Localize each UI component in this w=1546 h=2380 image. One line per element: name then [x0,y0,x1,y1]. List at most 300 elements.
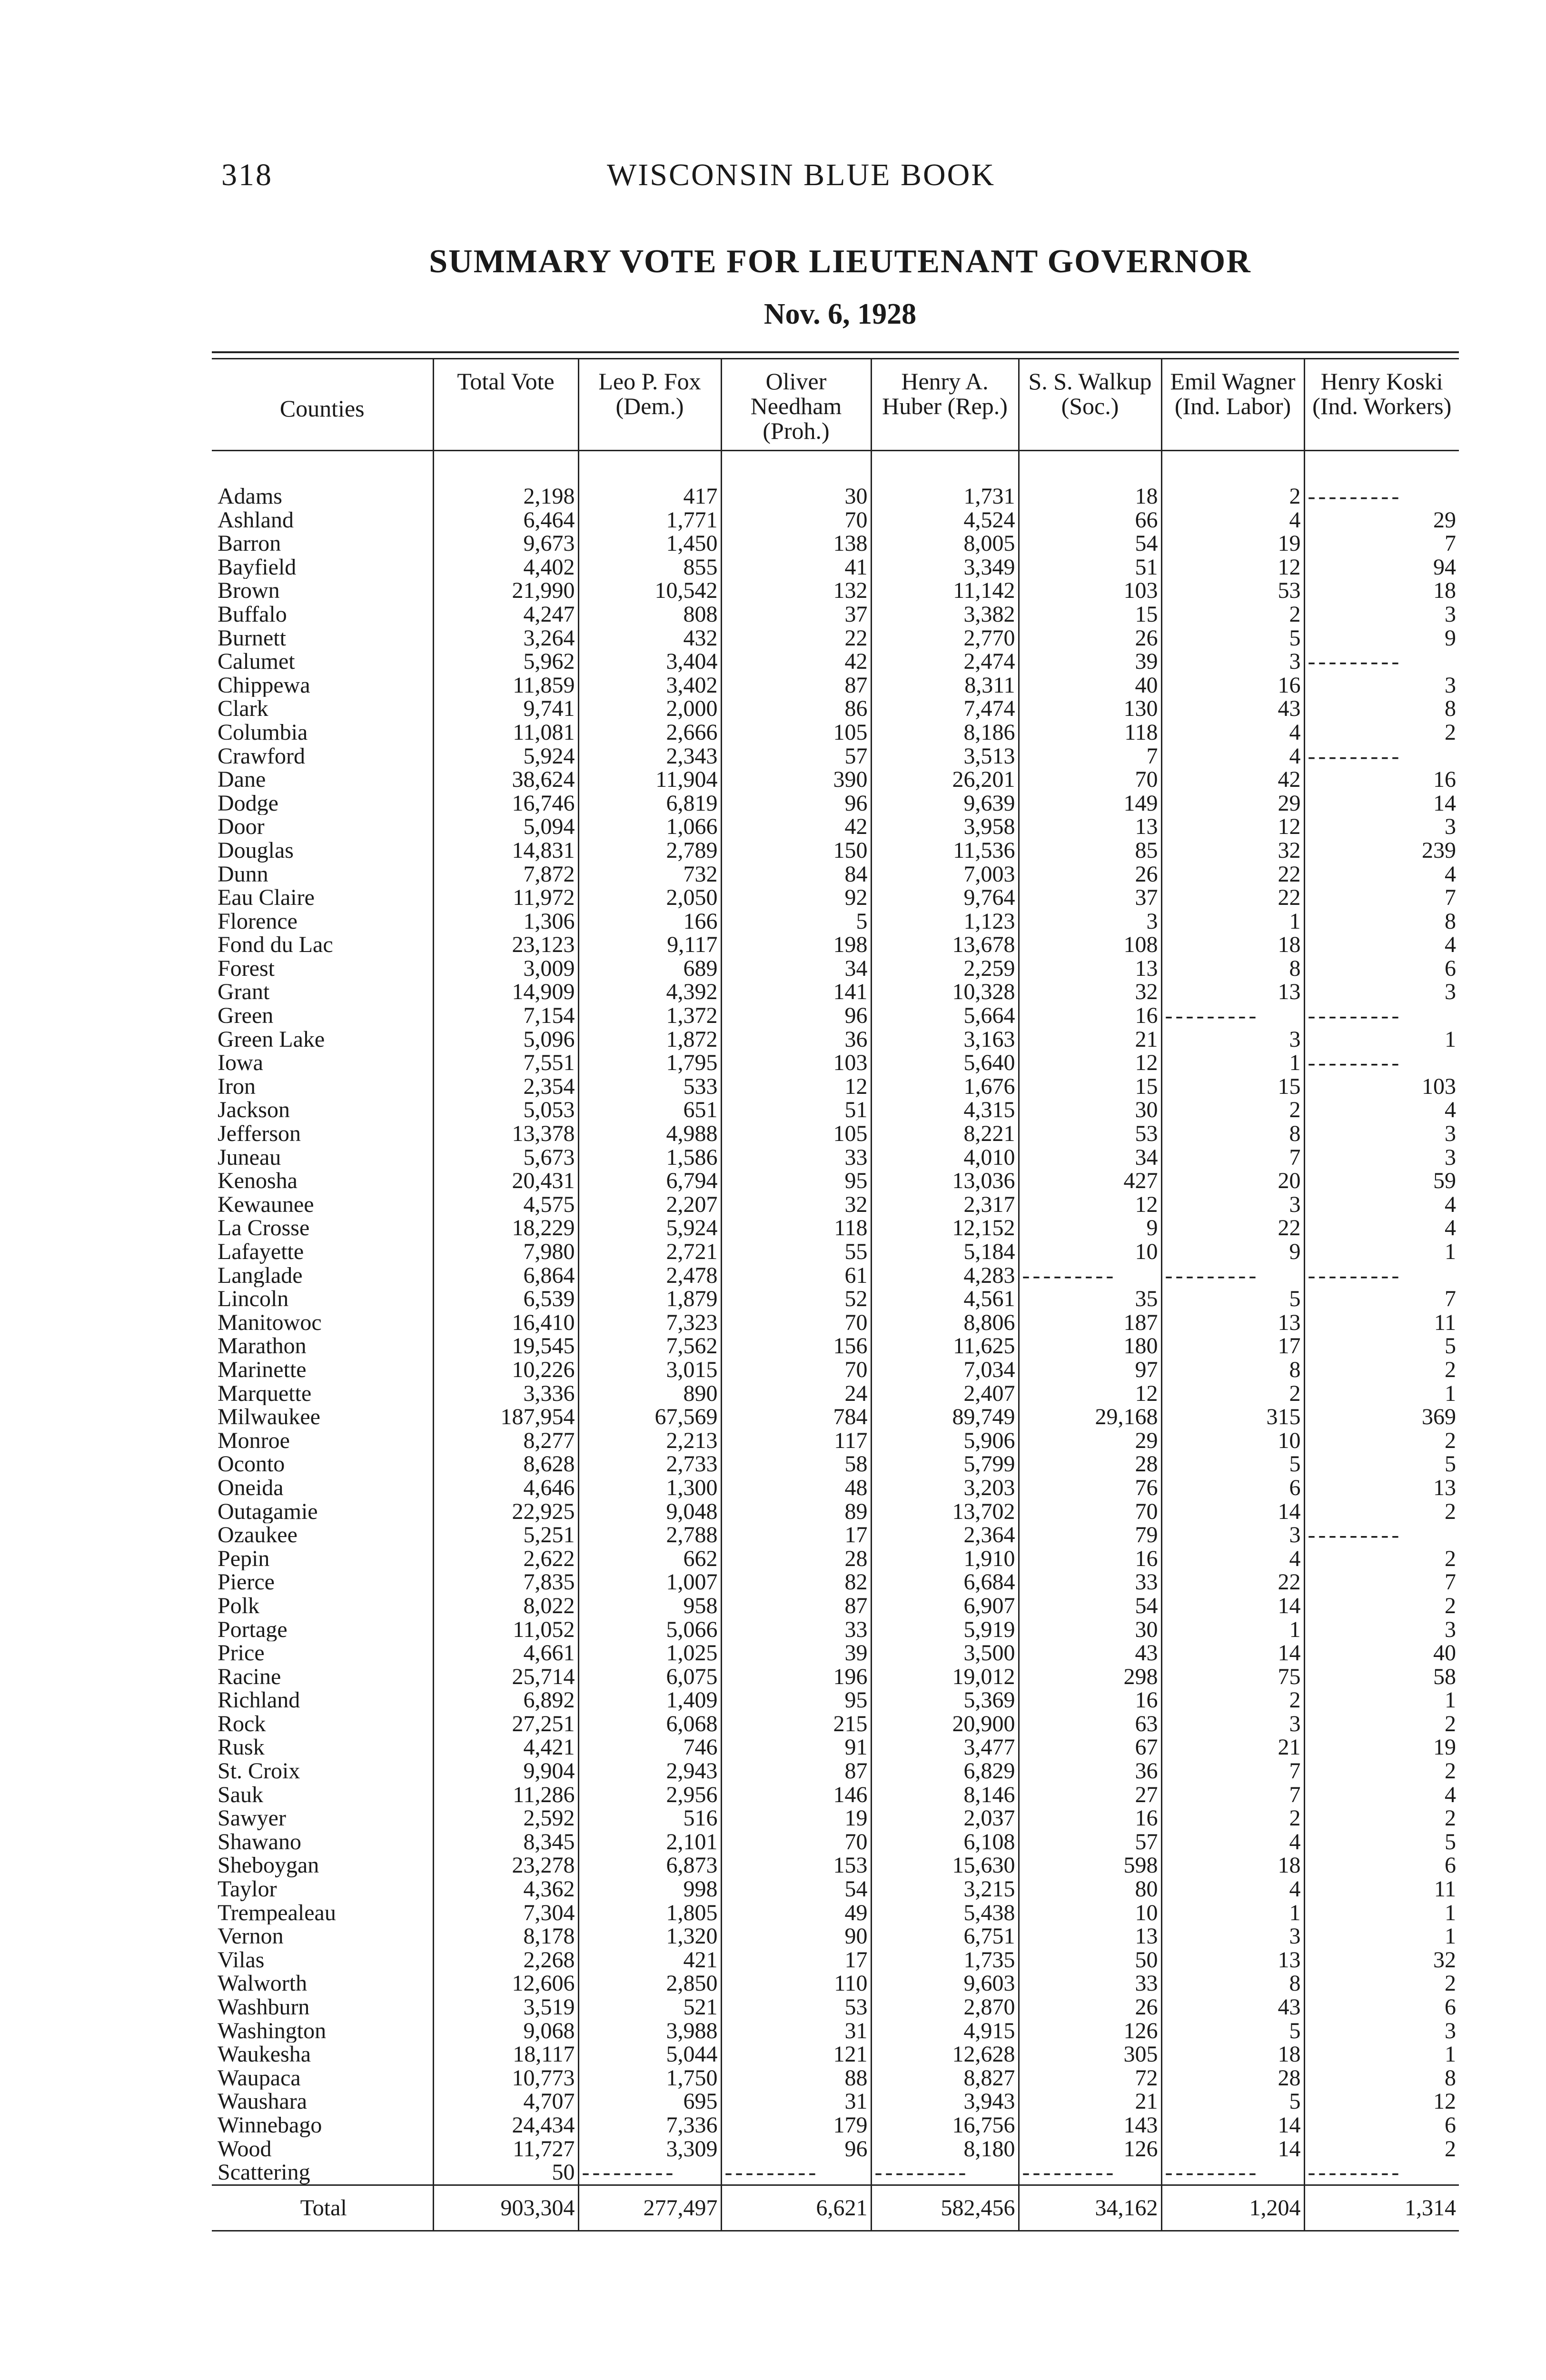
cell-walkup: 33 [1019,1972,1161,1995]
table-row [212,1830,1459,1854]
cell-total-vote: 38,624 [433,768,578,792]
cell-needham: 51 [721,1098,871,1122]
table-row [212,792,1459,815]
cell-total-vote: 12,606 [433,1972,578,1995]
cell-walkup: 30 [1019,1618,1161,1642]
cell-county: Green Lake [218,1027,325,1051]
cell-needham: 118 [721,1216,871,1240]
total-huber: 582,456 [871,2185,1019,2230]
column-header-total-vote: Total Vote [433,359,578,451]
cell-county: Door [218,815,265,839]
cell-walkup: 35 [1019,1287,1161,1311]
cell-county: Sawyer [218,1806,286,1830]
cell-county: Crawford [218,744,305,768]
cell-needham: 138 [721,532,871,555]
cell-fox: 2,789 [578,839,721,863]
cell-total-vote: 187,954 [433,1405,578,1429]
cell-county: St. Croix [218,1759,300,1783]
cell-fox: 651 [578,1098,721,1122]
table-row [212,1972,1459,1995]
cell-fox: 2,956 [578,1783,721,1807]
cell-county: Pierce [218,1570,275,1594]
cell-total-vote: 6,892 [433,1688,578,1712]
cell-wagner: 13 [1161,1311,1304,1335]
cell-koski: 3 [1304,815,1459,839]
cell-county: Monroe [218,1428,290,1453]
table-row [212,1570,1459,1594]
table-row [212,1476,1459,1500]
total-total-vote: 903,304 [433,2185,578,2230]
cell-county: Price [218,1641,265,1665]
cell-walkup: 97 [1019,1358,1161,1382]
cell-needham: 39 [721,1641,871,1665]
cell-koski: 4 [1304,1098,1459,1122]
cell-needham: 57 [721,744,871,768]
cell-huber: 11,536 [871,839,1019,863]
header-row [212,359,1459,451]
cell-wagner: 22 [1161,863,1304,886]
cell-needham: 70 [721,1311,871,1335]
page-number: 318 [221,158,273,192]
cell-county: Chippewa [218,673,310,697]
column-header-walkup: S. S. Walkup (Soc.) [1019,359,1161,451]
cell-needham: 153 [721,1854,871,1877]
cell-county: Kewaunee [218,1192,314,1217]
cell-koski: 239 [1304,839,1459,863]
table-row [212,2066,1459,2090]
page-header [221,157,1459,205]
cell-wagner: 5 [1161,2090,1304,2113]
cell-huber: 6,684 [871,1570,1019,1594]
cell-wagner: 22 [1161,1570,1304,1594]
cell-county: Juneau [218,1145,281,1170]
cell-county: Iowa [218,1051,263,1075]
cell-huber: 1,735 [871,1948,1019,1972]
table-row [212,2137,1459,2161]
cell-total-vote: 11,052 [433,1618,578,1642]
table-row [212,1405,1459,1429]
cell-needham: 19 [721,1806,871,1830]
cell-total-vote: 11,081 [433,721,578,744]
cell-fox: 1,320 [578,1924,721,1948]
cell-wagner: 3 [1161,1712,1304,1736]
cell-total-vote: 11,972 [433,886,578,910]
cell-total-vote: 18,229 [433,1216,578,1240]
table-row [212,721,1459,744]
cell-needham: 141 [721,980,871,1004]
table-row [212,910,1459,933]
cell-huber: 5,369 [871,1688,1019,1712]
cell-total-vote: 5,053 [433,1098,578,1122]
cell-huber: 5,906 [871,1429,1019,1453]
cell-wagner: 5 [1161,2019,1304,2043]
cell-huber: 8,221 [871,1122,1019,1146]
cell-fox: 516 [578,1806,721,1830]
cell-walkup: 16 [1019,1806,1161,1830]
cell-total-vote: 2,354 [433,1075,578,1099]
cell-total-vote: 9,673 [433,532,578,555]
cell-needham: 49 [721,1901,871,1925]
cell-needham: 34 [721,957,871,981]
cell-walkup: 108 [1019,933,1161,957]
cell-koski: --------- [1304,451,1459,508]
cell-total-vote: 8,628 [433,1452,578,1476]
cell-huber: 2,770 [871,626,1019,650]
table-row [212,1523,1459,1547]
column-header-huber: Henry A. Huber (Rep.) [871,359,1019,451]
table-row [212,839,1459,863]
cell-huber: 5,438 [871,1901,1019,1925]
cell-needham: 5 [721,910,871,933]
cell-total-vote: 5,962 [433,650,578,674]
table-row [212,1783,1459,1807]
cell-fox: 6,068 [578,1712,721,1736]
cell-walkup: 66 [1019,508,1161,532]
cell-walkup: 34 [1019,1146,1161,1170]
cell-county: Forest [218,956,275,981]
cell-fox: 2,213 [578,1429,721,1453]
cell-huber: 1,910 [871,1547,1019,1571]
cell-fox: 2,850 [578,1972,721,1995]
cell-wagner: 2 [1161,1382,1304,1406]
cell-needham: 55 [721,1240,871,1264]
cell-total-vote: 3,519 [433,1995,578,2019]
cell-koski: 1 [1304,1924,1459,1948]
cell-county: Brown [218,579,280,603]
cell-fox: 5,044 [578,2043,721,2066]
cell-huber: 12,628 [871,2043,1019,2066]
cell-wagner: 2 [1161,1688,1304,1712]
cell-needham: 84 [721,863,871,886]
cell-walkup: 187 [1019,1311,1161,1335]
cell-fox: 1,586 [578,1146,721,1170]
cell-needham: 87 [721,1759,871,1783]
table-row [212,863,1459,886]
cell-needham: 390 [721,768,871,792]
cell-county: Bayfield [218,555,297,579]
cell-fox: 4,392 [578,980,721,1004]
cell-huber: 7,474 [871,697,1019,721]
table-row [212,1806,1459,1830]
table-row [212,768,1459,792]
cell-walkup: 29 [1019,1429,1161,1453]
cell-huber: 8,180 [871,2137,1019,2161]
cell-county: Eau Claire [218,886,315,910]
cell-koski: 4 [1304,1193,1459,1217]
cell-fox: 6,794 [578,1169,721,1193]
cell-wagner: 22 [1161,886,1304,910]
cell-needham: 58 [721,1452,871,1476]
cell-koski: 14 [1304,792,1459,815]
cell-county: Vilas [218,1948,265,1972]
cell-county: Oconto [218,1452,285,1476]
table-row [212,1358,1459,1382]
cell-total-vote: 4,707 [433,2090,578,2113]
cell-needham: 784 [721,1405,871,1429]
cell-wagner: 4 [1161,508,1304,532]
cell-fox: 533 [578,1075,721,1099]
cell-walkup: 427 [1019,1169,1161,1193]
cell-county: Waushara [218,2090,307,2113]
table-row [212,980,1459,1004]
total-koski: 1,314 [1304,2185,1459,2230]
cell-walkup: 70 [1019,768,1161,792]
cell-wagner: 19 [1161,532,1304,555]
cell-koski: 2 [1304,1358,1459,1382]
cell-total-vote: 16,746 [433,792,578,815]
cell-walkup: 103 [1019,579,1161,603]
cell-needham: 36 [721,1028,871,1051]
cell-koski: 32 [1304,1948,1459,1972]
table-row [212,1759,1459,1783]
cell-huber: 7,034 [871,1358,1019,1382]
vote-table [212,359,1459,2230]
table-row [212,1216,1459,1240]
cell-fox: 5,066 [578,1618,721,1642]
cell-wagner: 20 [1161,1169,1304,1193]
cell-total-vote: 23,123 [433,933,578,957]
cell-needham: 96 [721,2137,871,2161]
cell-fox: 3,402 [578,674,721,697]
cell-fox: 695 [578,2090,721,2113]
cell-huber: 3,958 [871,815,1019,839]
cell-needham: 82 [721,1570,871,1594]
cell-wagner: 3 [1161,650,1304,674]
table-row [212,2043,1459,2066]
cell-huber: 8,827 [871,2066,1019,2090]
cell-huber: 5,664 [871,1004,1019,1028]
table-row [212,1854,1459,1877]
table-row [212,1924,1459,1948]
cell-huber: 9,603 [871,1972,1019,1995]
table-row [212,579,1459,603]
cell-total-vote: 24,434 [433,2113,578,2137]
cell-koski: 16 [1304,768,1459,792]
cell-county: Lincoln [218,1287,289,1311]
cell-koski: 7 [1304,886,1459,910]
column-header-needham: Oliver Needham (Proh.) [721,359,871,451]
cell-huber: 5,799 [871,1452,1019,1476]
cell-total-vote: 19,545 [433,1334,578,1358]
cell-fox: 521 [578,1995,721,2019]
cell-huber: 8,186 [871,721,1019,744]
cell-fox: 2,733 [578,1452,721,1476]
cell-huber: 12,152 [871,1216,1019,1240]
cell-walkup: 9 [1019,1216,1161,1240]
cell-koski: --------- [1304,2161,1459,2185]
cell-koski: 19 [1304,1735,1459,1759]
cell-huber: 2,317 [871,1193,1019,1217]
cell-fox: 4,988 [578,1122,721,1146]
cell-wagner: 4 [1161,1877,1304,1901]
cell-huber: 6,108 [871,1830,1019,1854]
table-row [212,1948,1459,1972]
cell-koski: 2 [1304,1712,1459,1736]
cell-koski: 9 [1304,626,1459,650]
cell-total-vote: 13,378 [433,1122,578,1146]
cell-needham: 198 [721,933,871,957]
cell-wagner: 8 [1161,1122,1304,1146]
cell-huber: 2,037 [871,1806,1019,1830]
cell-fox: 166 [578,910,721,933]
cell-walkup: 126 [1019,2137,1161,2161]
cell-walkup: 28 [1019,1452,1161,1476]
cell-fox: 746 [578,1735,721,1759]
cell-wagner: 3 [1161,1924,1304,1948]
cell-huber: 8,806 [871,1311,1019,1335]
cell-needham: 42 [721,650,871,674]
cell-fox: 6,873 [578,1854,721,1877]
cell-walkup: 40 [1019,674,1161,697]
cell-huber: 89,749 [871,1405,1019,1429]
table-row [212,1122,1459,1146]
page-title: SUMMARY VOTE FOR LIEUTENANT GOVERNOR [429,243,1251,280]
cell-koski: 3 [1304,603,1459,626]
cell-total-vote: 14,909 [433,980,578,1004]
table-row [212,1382,1459,1406]
cell-huber: 3,349 [871,555,1019,579]
cell-huber: 15,630 [871,1854,1019,1877]
cell-wagner: 4 [1161,721,1304,744]
cell-total-vote: 21,990 [433,579,578,603]
cell-koski: 4 [1304,863,1459,886]
cell-total-vote: 14,831 [433,839,578,863]
cell-wagner: 3 [1161,1523,1304,1547]
cell-wagner: 42 [1161,768,1304,792]
cell-koski: 3 [1304,1122,1459,1146]
cell-wagner: 14 [1161,1641,1304,1665]
cell-county: Scattering [218,2161,310,2185]
cell-walkup: --------- [1019,2161,1161,2185]
cell-county: Ashland [218,508,294,532]
cell-huber: 3,163 [871,1028,1019,1051]
cell-fox: 998 [578,1877,721,1901]
cell-huber: 16,756 [871,2113,1019,2137]
cell-needham: 96 [721,792,871,815]
cell-huber: 4,315 [871,1098,1019,1122]
cell-county: Green [218,1004,274,1028]
cell-total-vote: 3,009 [433,957,578,981]
cell-wagner: 315 [1161,1405,1304,1429]
table-row [212,674,1459,697]
cell-fox: 2,721 [578,1240,721,1264]
cell-total-vote: 2,268 [433,1948,578,1972]
cell-walkup: 10 [1019,1901,1161,1925]
cell-wagner: 5 [1161,1287,1304,1311]
cell-wagner: 13 [1161,1948,1304,1972]
cell-needham: 110 [721,1972,871,1995]
cell-total-vote: 8,022 [433,1594,578,1618]
cell-huber: 2,407 [871,1382,1019,1406]
cell-walkup: 143 [1019,2113,1161,2137]
cell-wagner: 12 [1161,555,1304,579]
cell-needham: 61 [721,1264,871,1288]
total-walkup: 34,162 [1019,2185,1161,2230]
cell-needham: 17 [721,1523,871,1547]
cell-walkup: 80 [1019,1877,1161,1901]
cell-total-vote: 11,859 [433,674,578,697]
table-row [212,1688,1459,1712]
cell-koski: 2 [1304,1500,1459,1524]
cell-county: Marathon [218,1334,307,1358]
cell-koski: 18 [1304,579,1459,603]
table-row [212,697,1459,721]
cell-fox: 1,409 [578,1688,721,1712]
cell-fox: 7,562 [578,1334,721,1358]
cell-walkup: 13 [1019,815,1161,839]
cell-total-vote: 6,864 [433,1264,578,1288]
cell-huber: 4,915 [871,2019,1019,2043]
cell-huber: 6,751 [871,1924,1019,1948]
cell-county: Waupaca [218,2066,301,2090]
cell-needham: 70 [721,508,871,532]
cell-huber: 3,477 [871,1735,1019,1759]
cell-total-vote: 8,345 [433,1830,578,1854]
cell-fox: 2,788 [578,1523,721,1547]
cell-fox: 2,943 [578,1759,721,1783]
cell-total-vote: 8,178 [433,1924,578,1948]
cell-koski: 8 [1304,697,1459,721]
cell-fox: 2,207 [578,1193,721,1217]
cell-total-vote: 3,264 [433,626,578,650]
cell-county: Marquette [218,1381,312,1406]
total-row [212,2185,1459,2230]
cell-total-vote: 7,304 [433,1901,578,1925]
cell-wagner: 14 [1161,1594,1304,1618]
cell-wagner: 2 [1161,1806,1304,1830]
cell-walkup: 63 [1019,1712,1161,1736]
cell-wagner: 1 [1161,1618,1304,1642]
cell-county: Dodge [218,791,278,815]
cell-needham: 179 [721,2113,871,2137]
cell-county: Milwaukee [218,1405,320,1429]
cell-fox: 7,323 [578,1311,721,1335]
cell-walkup: 3 [1019,910,1161,933]
cell-county: Richland [218,1688,300,1712]
cell-county: Racine [218,1665,281,1689]
cell-county: Washburn [218,1995,310,2019]
cell-walkup: 67 [1019,1735,1161,1759]
cell-wagner: 16 [1161,674,1304,697]
table-row [212,815,1459,839]
cell-needham: 33 [721,1146,871,1170]
cell-fox: 1,872 [578,1028,721,1051]
cell-koski: 40 [1304,1641,1459,1665]
cell-fox: 6,819 [578,792,721,815]
cell-wagner: 8 [1161,1358,1304,1382]
cell-wagner: 21 [1161,1735,1304,1759]
cell-wagner: 1 [1161,1051,1304,1075]
cell-needham: 87 [721,1594,871,1618]
cell-wagner: 18 [1161,1854,1304,1877]
cell-county: Adams [218,484,282,508]
cell-fox: 1,879 [578,1287,721,1311]
cell-koski: 59 [1304,1169,1459,1193]
cell-koski: 1 [1304,2043,1459,2066]
cell-needham: 30 [721,451,871,508]
cell-needham: 87 [721,674,871,697]
cell-wagner: 4 [1161,1830,1304,1854]
cell-fox: 662 [578,1547,721,1571]
cell-wagner: 7 [1161,1146,1304,1170]
table-row [212,603,1459,626]
cell-huber: 2,364 [871,1523,1019,1547]
cell-county: Walworth [218,1972,307,1995]
table-row [212,1240,1459,1264]
cell-county: Jefferson [218,1122,301,1146]
cell-wagner: 28 [1161,2066,1304,2090]
cell-walkup: --------- [1019,1264,1161,1288]
